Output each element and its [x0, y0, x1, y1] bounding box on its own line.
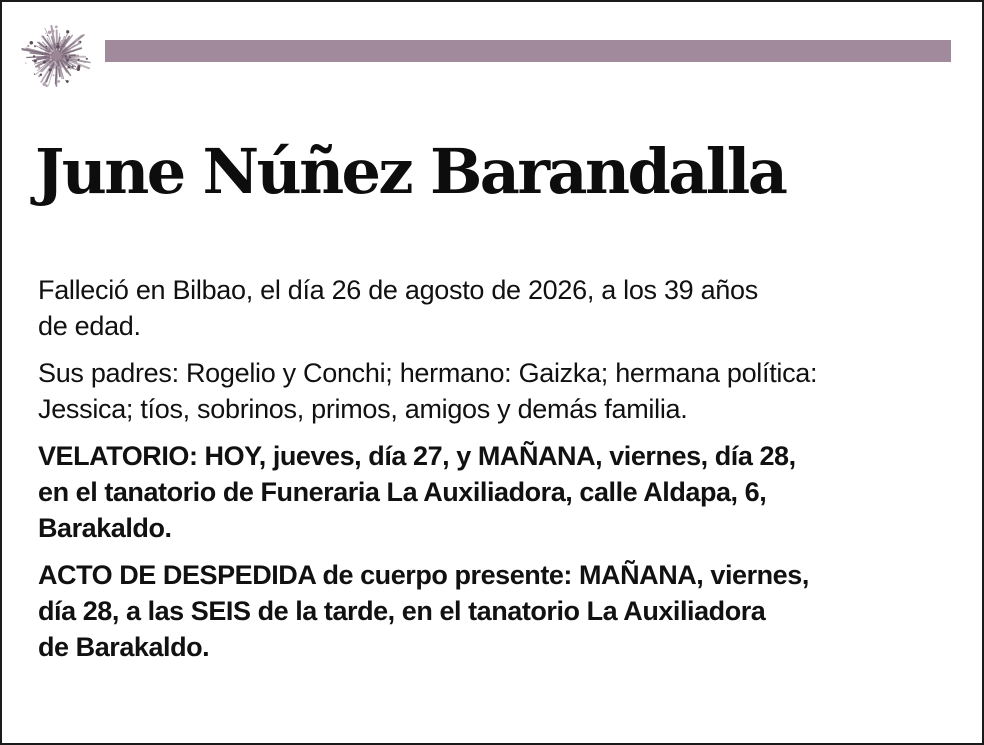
ornament-speck [48, 31, 51, 34]
ornament-speck [53, 74, 55, 76]
text-line: Falleció en Bilbao, el día 26 de agosto de 2026, a los 39 años [38, 275, 758, 305]
ornament-speck [69, 50, 71, 52]
ornament-speck [66, 30, 69, 33]
ornament-speck [76, 55, 79, 58]
ornament-speck [86, 58, 88, 60]
death-announcement-paragraph [38, 272, 938, 344]
ornament-speck [59, 41, 62, 44]
ornament-speck [61, 40, 63, 42]
ornament-speck [66, 59, 69, 62]
ornament-speck [43, 61, 46, 64]
ornament-speck [47, 35, 48, 36]
deceased-name: June Núñez Barandalla [35, 135, 786, 208]
ornament-speck [47, 49, 49, 51]
ornament-speck [34, 73, 35, 74]
text-line: ACTO DE DESPEDIDA de cuerpo presente: MAÑANA, viernes, [38, 560, 809, 590]
ornament-speck [33, 55, 35, 57]
floral-ornament-icon [14, 18, 100, 94]
ornament-speck [27, 45, 29, 47]
family-paragraph [38, 355, 938, 427]
ornament-speck [34, 59, 37, 62]
ornament-speck [77, 67, 81, 71]
ornament-speck [42, 82, 45, 85]
header-bar [105, 40, 951, 62]
text-line: Barakaldo. [38, 513, 172, 543]
ornament-speck [45, 46, 47, 48]
ornament-speck [65, 56, 67, 58]
farewell-ceremony-paragraph [38, 557, 938, 665]
ornament-speck [30, 41, 34, 45]
ornament-speck [57, 67, 58, 68]
text-line: Jessica; tíos, sobrinos, primos, amigos y demás familia. [38, 394, 688, 424]
ornament-speck [49, 68, 52, 71]
text-line: de edad. [38, 311, 141, 341]
ornament-speck [71, 64, 72, 65]
ornament-speck [62, 47, 63, 48]
text-line: VELATORIO: HOY, jueves, día 27, y MAÑANA, viernes, día 28, [38, 441, 796, 471]
ornament-speck [75, 66, 76, 67]
text-line: Sus padres: Rogelio y Conchi; hermano: Gaizka; hermana política: [38, 358, 818, 388]
ornament-speck [75, 44, 77, 46]
wake-paragraph [38, 438, 938, 546]
ornament-speck [51, 45, 52, 46]
text-line: en el tanatorio de Funeraria La Auxiliadora, calle Aldapa, 6, [38, 477, 767, 507]
ornament-speck [65, 80, 66, 81]
ornament-speck [69, 56, 71, 58]
ornament-speck [75, 38, 78, 41]
ornament-speck [34, 45, 36, 47]
text-line: de Barakaldo. [38, 632, 210, 662]
ornament-speck [42, 54, 43, 55]
ornament-speck [57, 43, 59, 45]
ornament-speck [66, 80, 69, 83]
ornament-speck [79, 41, 81, 43]
ornament-speck [47, 63, 49, 65]
ornament-speck [25, 62, 26, 63]
notice-body [38, 272, 938, 665]
ornament-speck [68, 66, 70, 68]
ornament-speck [40, 74, 43, 77]
ornament-speck [55, 26, 58, 29]
ornament-speck [55, 63, 58, 66]
ornament-speck [67, 54, 69, 56]
ornament-speck [38, 66, 41, 69]
ornament-speck [78, 59, 80, 61]
ornament-speck [45, 33, 46, 34]
ornament-speck [56, 45, 60, 49]
ornament-speck [57, 80, 60, 83]
text-line: día 28, a las SEIS de la tarde, en el tanatorio La Auxiliadora [38, 596, 766, 626]
ornament-speck [51, 30, 55, 34]
